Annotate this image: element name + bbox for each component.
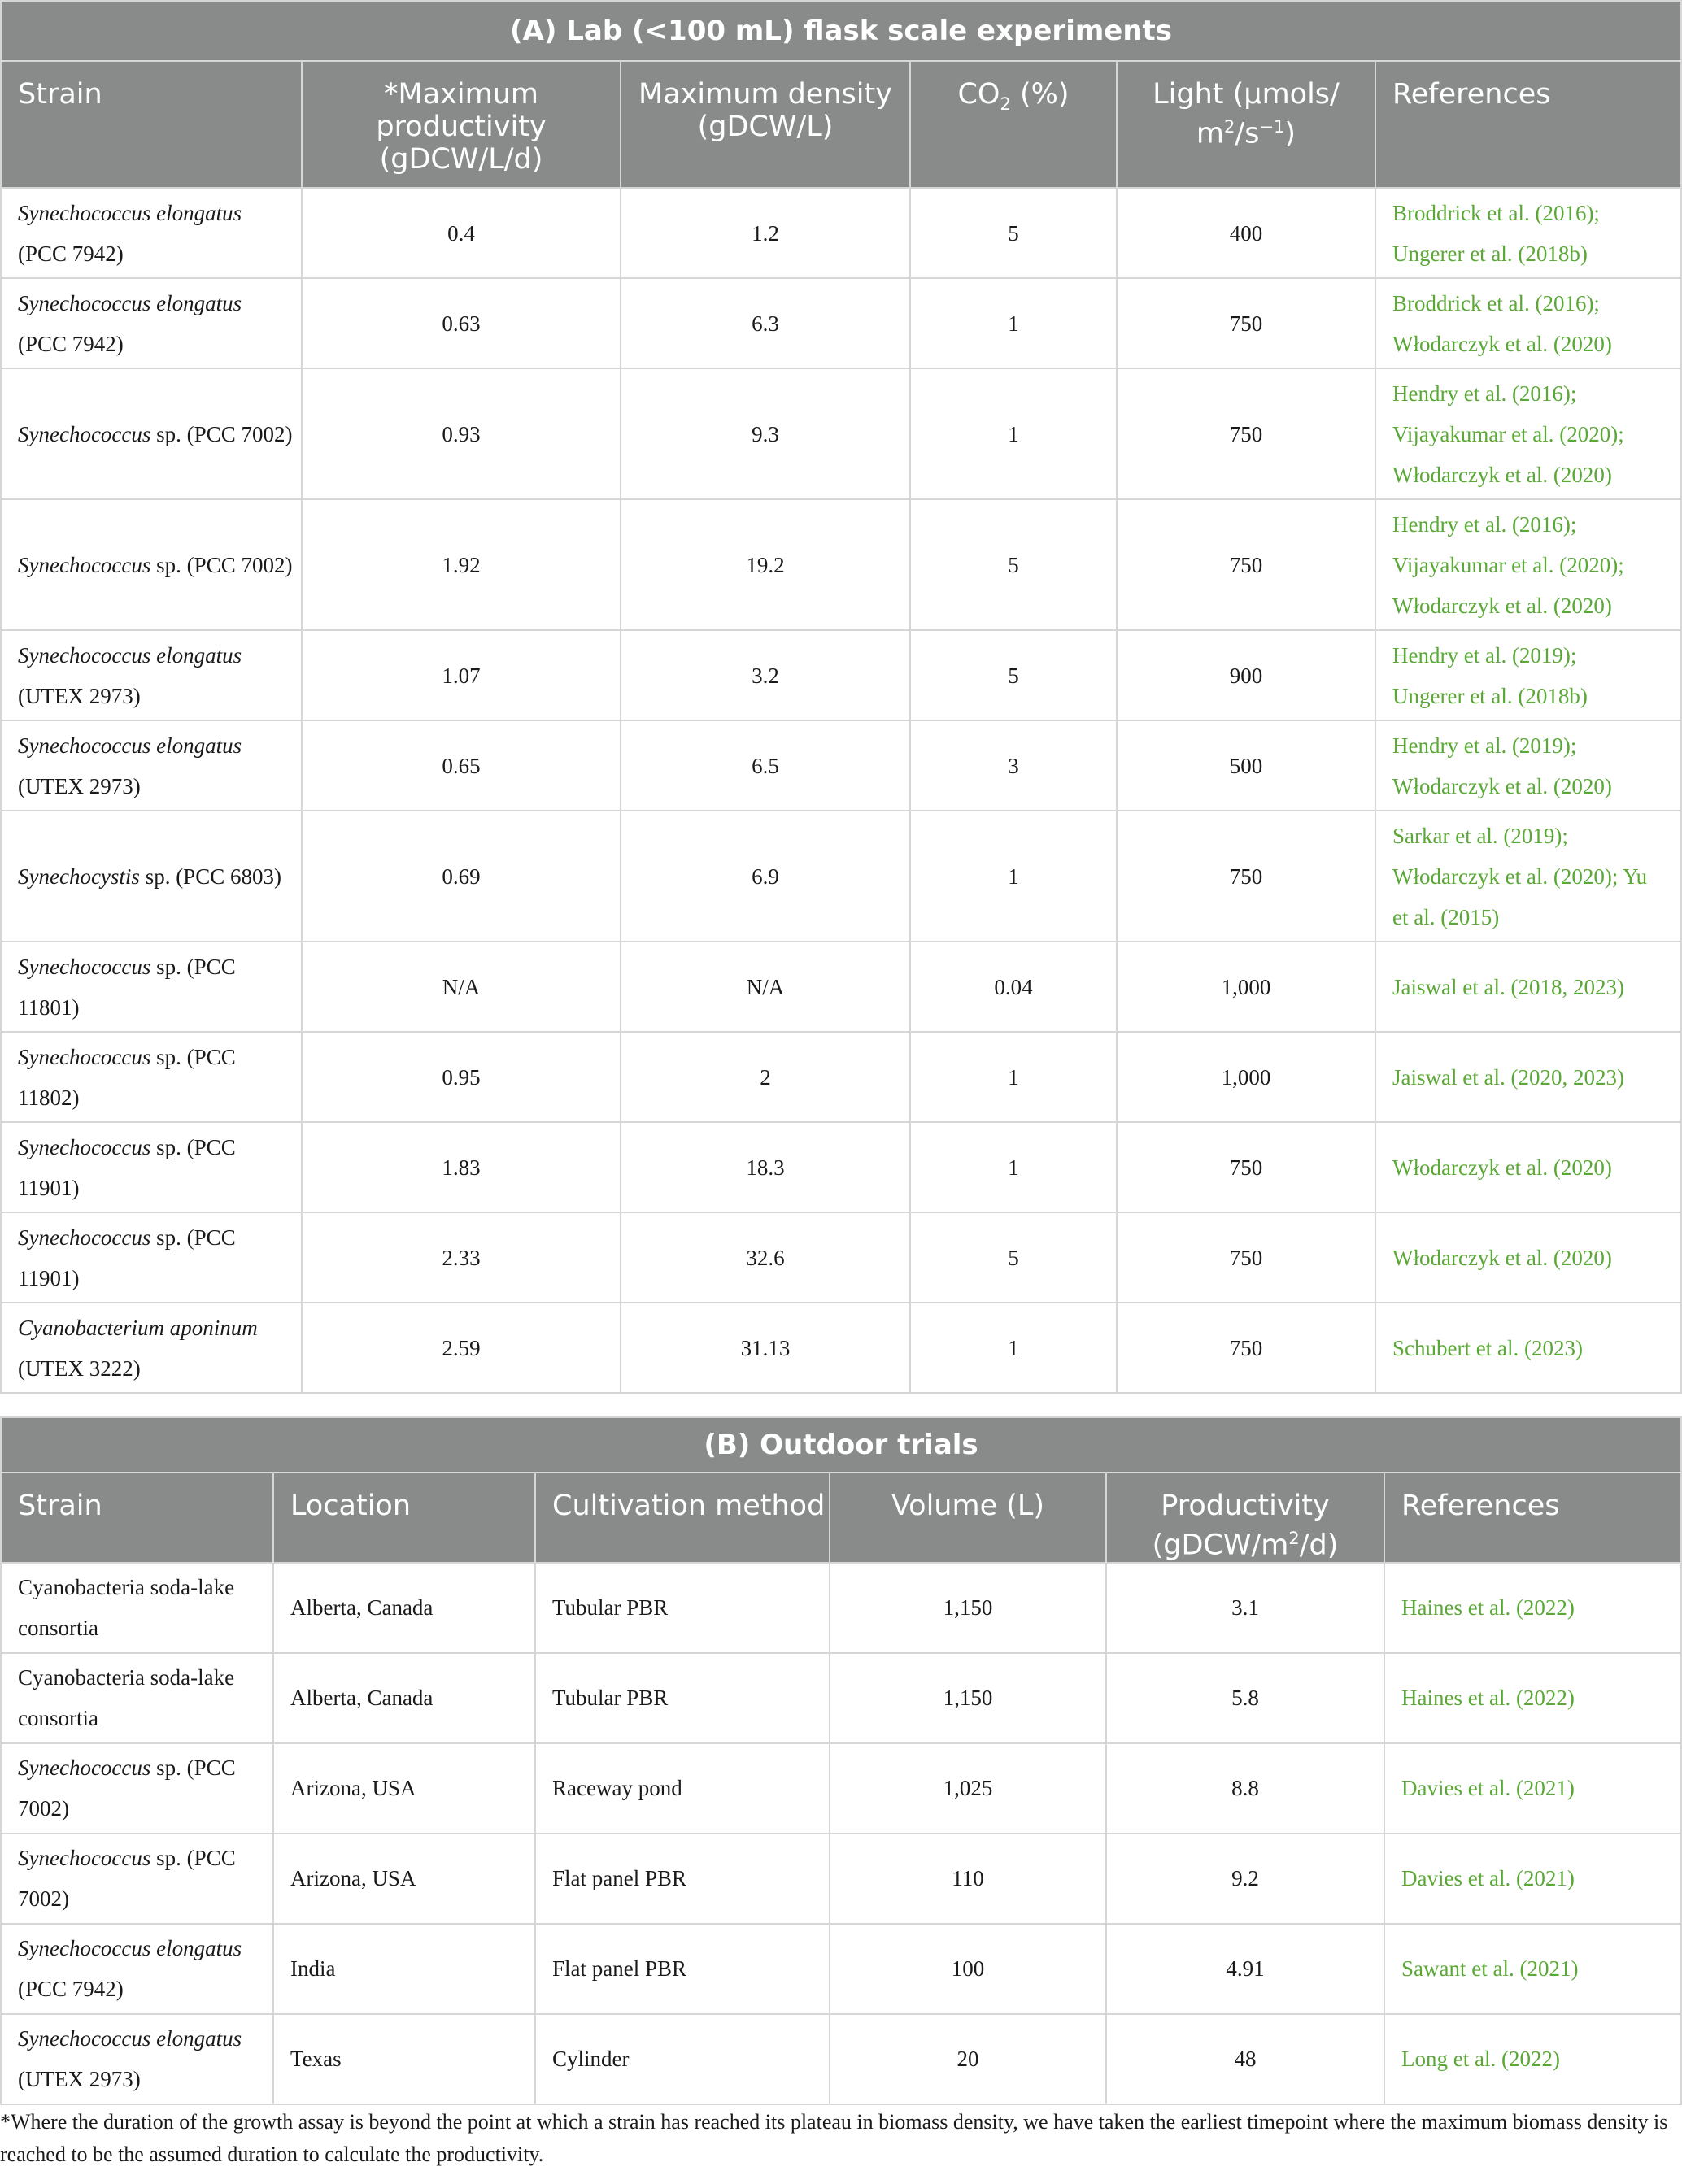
reference-link[interactable]: Davies et al. (2021) bbox=[1384, 1834, 1681, 1924]
reference-link[interactable]: Davies et al. (2021) bbox=[1384, 1743, 1681, 1834]
light-cell: 1,000 bbox=[1117, 1032, 1375, 1122]
productivity-cell: 1.07 bbox=[302, 630, 621, 720]
location-cell: Alberta, Canada bbox=[273, 1653, 535, 1743]
location-cell: Alberta, Canada bbox=[273, 1563, 535, 1653]
table-a-title: (A) Lab (<100 mL) flask scale experiments bbox=[1, 1, 1681, 61]
reference-link[interactable]: Włodarczyk et al. (2020) bbox=[1392, 462, 1612, 487]
reference-cell bbox=[1375, 1212, 1681, 1303]
productivity-cell: 0.69 bbox=[302, 811, 621, 942]
reference-link[interactable]: Hendry et al. (2016); bbox=[1392, 511, 1577, 537]
reference-cell bbox=[1375, 720, 1681, 811]
reference-link[interactable]: Włodarczyk et al. (2020) bbox=[1392, 773, 1612, 798]
productivity-cell: 3.1 bbox=[1106, 1563, 1384, 1653]
strain-cell: Synechococcus sp. (PCC 11802) bbox=[1, 1032, 302, 1122]
header-references: References bbox=[1384, 1473, 1681, 1563]
header-strain: Strain bbox=[1, 61, 302, 188]
volume-cell: 1,150 bbox=[830, 1653, 1106, 1743]
reference-cell bbox=[1375, 630, 1681, 720]
header-co2: $CO_2$ (%) bbox=[910, 61, 1117, 188]
density-cell: 3.2 bbox=[621, 630, 910, 720]
reference-link[interactable]: Włodarczyk et al. (2020) bbox=[1392, 331, 1612, 356]
density-cell: 31.13 bbox=[621, 1303, 910, 1393]
strain-cell: Synechococcus sp. (PCC 11801) bbox=[1, 942, 302, 1032]
strain-cell: Synechococcus sp. (PCC 7002) bbox=[1, 368, 302, 499]
light-cell: 500 bbox=[1117, 720, 1375, 811]
method-cell: Cylinder bbox=[535, 2014, 830, 2104]
reference-cell bbox=[1375, 499, 1681, 630]
reference-cell bbox=[1375, 1303, 1681, 1393]
reference-link[interactable]: Ungerer et al. (2018b) bbox=[1392, 241, 1588, 266]
reference-link[interactable]: Włodarczyk et al. (2020); Yu bbox=[1392, 864, 1648, 889]
table-row bbox=[1, 1653, 1681, 1743]
location-cell: Arizona, USA bbox=[273, 1743, 535, 1834]
co2-cell: 5 bbox=[910, 1212, 1117, 1303]
volume-cell: 1,150 bbox=[830, 1563, 1106, 1653]
reference-link[interactable]: Vijayakumar et al. (2020); bbox=[1392, 552, 1624, 577]
reference-link[interactable]: Jaiswal et al. (2020, 2023) bbox=[1392, 1064, 1624, 1090]
reference-link[interactable]: Włodarczyk et al. (2020) bbox=[1392, 593, 1612, 618]
table-row bbox=[1, 1743, 1681, 1834]
reference-link[interactable]: Long et al. (2022) bbox=[1384, 2014, 1681, 2104]
table-row bbox=[1, 1834, 1681, 1924]
table-row bbox=[1, 942, 1681, 1032]
reference-cell bbox=[1375, 368, 1681, 499]
reference-cell bbox=[1375, 1032, 1681, 1122]
reference-link[interactable]: et al. (2015) bbox=[1392, 904, 1500, 929]
co2-cell: 1 bbox=[910, 1032, 1117, 1122]
header-strain: Strain bbox=[1, 1473, 273, 1563]
reference-link[interactable]: Hendry et al. (2016); bbox=[1392, 381, 1577, 406]
method-cell: Raceway pond bbox=[535, 1743, 830, 1834]
header-references: References bbox=[1375, 61, 1681, 188]
table-row bbox=[1, 1303, 1681, 1393]
strain-cell: Synechococcus sp. (PCC 7002) bbox=[1, 1743, 273, 1834]
strain-cell: Cyanobacterium aponinum (UTEX 3222) bbox=[1, 1303, 302, 1393]
reference-link[interactable]: Broddrick et al. (2016); bbox=[1392, 290, 1600, 315]
light-cell: 750 bbox=[1117, 1122, 1375, 1212]
light-cell: 750 bbox=[1117, 1303, 1375, 1393]
density-cell: 19.2 bbox=[621, 499, 910, 630]
co2-cell: 1 bbox=[910, 1122, 1117, 1212]
volume-cell: 100 bbox=[830, 1924, 1106, 2014]
table-row bbox=[1, 1563, 1681, 1653]
strain-cell: Synechococcus elongatus (UTEX 2973) bbox=[1, 2014, 273, 2104]
light-cell: 750 bbox=[1117, 499, 1375, 630]
strain-cell: Synechococcus sp. (PCC 11901) bbox=[1, 1212, 302, 1303]
method-cell: Tubular PBR bbox=[535, 1563, 830, 1653]
productivity-cell: 1.92 bbox=[302, 499, 621, 630]
header-density: Maximum density (gDCW/L) bbox=[621, 61, 910, 188]
table-b-title: (B) Outdoor trials bbox=[1, 1417, 1681, 1473]
light-cell: 750 bbox=[1117, 811, 1375, 942]
strain-cell: Synechocystis sp. (PCC 6803) bbox=[1, 811, 302, 942]
table-row bbox=[1, 720, 1681, 811]
reference-cell bbox=[1375, 1122, 1681, 1212]
reference-link[interactable]: Hendry et al. (2019); bbox=[1392, 733, 1577, 758]
header-light: Light (μmols/ $m^2/s^{-1}$) bbox=[1117, 61, 1375, 188]
light-cell: 750 bbox=[1117, 278, 1375, 368]
table-row bbox=[1, 1924, 1681, 2014]
productivity-cell: 0.4 bbox=[302, 188, 621, 278]
density-cell: 6.5 bbox=[621, 720, 910, 811]
location-cell: India bbox=[273, 1924, 535, 2014]
reference-link[interactable]: Sawant et al. (2021) bbox=[1384, 1924, 1681, 2014]
reference-link[interactable]: Schubert et al. (2023) bbox=[1392, 1335, 1583, 1360]
table-row bbox=[1, 1032, 1681, 1122]
density-cell: 6.9 bbox=[621, 811, 910, 942]
table-a-header-row bbox=[1, 61, 1681, 188]
header-location: Location bbox=[273, 1473, 535, 1563]
strain-cell: Synechococcus sp. (PCC 7002) bbox=[1, 1834, 273, 1924]
light-cell: 750 bbox=[1117, 368, 1375, 499]
co2-cell: 1 bbox=[910, 278, 1117, 368]
productivity-cell: N/A bbox=[302, 942, 621, 1032]
reference-cell bbox=[1375, 278, 1681, 368]
co2-cell: 1 bbox=[910, 811, 1117, 942]
header-cultivation-method: Cultivation method bbox=[535, 1473, 830, 1563]
header-volume: Volume (L) bbox=[830, 1473, 1106, 1563]
productivity-cell: 48 bbox=[1106, 2014, 1384, 2104]
strain-cell: Synechococcus elongatus (PCC 7942) bbox=[1, 278, 302, 368]
reference-link[interactable]: Broddrick et al. (2016); bbox=[1392, 200, 1600, 225]
density-cell: 6.3 bbox=[621, 278, 910, 368]
reference-link[interactable]: Vijayakumar et al. (2020); bbox=[1392, 421, 1624, 446]
co2-cell: 1 bbox=[910, 368, 1117, 499]
strain-cell: Synechococcus elongatus (UTEX 2973) bbox=[1, 630, 302, 720]
reference-link[interactable]: Jaiswal et al. (2018, 2023) bbox=[1392, 974, 1624, 999]
co2-cell: 1 bbox=[910, 1303, 1117, 1393]
productivity-cell: 0.95 bbox=[302, 1032, 621, 1122]
productivity-cell: 1.83 bbox=[302, 1122, 621, 1212]
table-row bbox=[1, 278, 1681, 368]
reference-link[interactable]: Haines et al. (2022) bbox=[1384, 1653, 1681, 1743]
density-cell: 32.6 bbox=[621, 1212, 910, 1303]
productivity-cell: 4.91 bbox=[1106, 1924, 1384, 2014]
strain-cell: Cyanobacteria soda-lake consortia bbox=[1, 1653, 273, 1743]
density-cell: N/A bbox=[621, 942, 910, 1032]
density-cell: 9.3 bbox=[621, 368, 910, 499]
table-row bbox=[1, 499, 1681, 630]
method-cell: Tubular PBR bbox=[535, 1653, 830, 1743]
productivity-cell: 0.65 bbox=[302, 720, 621, 811]
reference-link[interactable]: Ungerer et al. (2018b) bbox=[1392, 683, 1588, 708]
method-cell: Flat panel PBR bbox=[535, 1834, 830, 1924]
density-cell: 1.2 bbox=[621, 188, 910, 278]
outdoor-trials-table bbox=[0, 1416, 1682, 2105]
table-row bbox=[1, 188, 1681, 278]
productivity-cell: 2.33 bbox=[302, 1212, 621, 1303]
reference-link[interactable]: Sarkar et al. (2019); bbox=[1392, 823, 1568, 848]
strain-cell: Synechococcus sp. (PCC 7002) bbox=[1, 499, 302, 630]
table-b-header-row bbox=[1, 1473, 1681, 1563]
light-cell: 400 bbox=[1117, 188, 1375, 278]
table-footnote: *Where the duration of the growth assay is beyond the point at which a strain has reached its plateau in biomass density, we have taken the earliest timepoint where the maximum biomass density is reached to be the assumed duration to calculate the productivity. bbox=[0, 2110, 1668, 2166]
strain-cell: Cyanobacteria soda-lake consortia bbox=[1, 1563, 273, 1653]
table-row bbox=[1, 2014, 1681, 2104]
table-row bbox=[1, 630, 1681, 720]
location-cell: Arizona, USA bbox=[273, 1834, 535, 1924]
method-cell: Flat panel PBR bbox=[535, 1924, 830, 2014]
strain-cell: Synechococcus elongatus (PCC 7942) bbox=[1, 1924, 273, 2014]
table-row bbox=[1, 1212, 1681, 1303]
volume-cell: 1,025 bbox=[830, 1743, 1106, 1834]
table-row bbox=[1, 811, 1681, 942]
productivity-cell: 0.93 bbox=[302, 368, 621, 499]
productivity-cell: 9.2 bbox=[1106, 1834, 1384, 1924]
header-productivity: *Maximum productivity (gDCW/L/d) bbox=[302, 61, 621, 188]
volume-cell: 20 bbox=[830, 2014, 1106, 2104]
co2-cell: 5 bbox=[910, 188, 1117, 278]
productivity-cell: 8.8 bbox=[1106, 1743, 1384, 1834]
reference-link[interactable]: Włodarczyk et al. (2020) bbox=[1392, 1155, 1612, 1180]
strain-cell: Synechococcus elongatus (PCC 7942) bbox=[1, 188, 302, 278]
reference-link[interactable]: Haines et al. (2022) bbox=[1384, 1563, 1681, 1653]
reference-cell bbox=[1375, 811, 1681, 942]
co2-cell: 3 bbox=[910, 720, 1117, 811]
table-row bbox=[1, 1122, 1681, 1212]
density-cell: 18.3 bbox=[621, 1122, 910, 1212]
light-cell: 1,000 bbox=[1117, 942, 1375, 1032]
strain-cell: Synechococcus sp. (PCC 11901) bbox=[1, 1122, 302, 1212]
density-cell: 2 bbox=[621, 1032, 910, 1122]
strain-cell: Synechococcus elongatus (UTEX 2973) bbox=[1, 720, 302, 811]
light-cell: 900 bbox=[1117, 630, 1375, 720]
reference-link[interactable]: Włodarczyk et al. (2020) bbox=[1392, 1245, 1612, 1270]
location-cell: Texas bbox=[273, 2014, 535, 2104]
light-cell: 750 bbox=[1117, 1212, 1375, 1303]
co2-cell: 5 bbox=[910, 499, 1117, 630]
volume-cell: 110 bbox=[830, 1834, 1106, 1924]
productivity-cell: 0.63 bbox=[302, 278, 621, 368]
productivity-cell: 5.8 bbox=[1106, 1653, 1384, 1743]
co2-cell: 5 bbox=[910, 630, 1117, 720]
co2-cell: 0.04 bbox=[910, 942, 1117, 1032]
header-productivity: Productivity $(gDCW/m^2/d)$ bbox=[1106, 1473, 1384, 1563]
reference-cell bbox=[1375, 942, 1681, 1032]
reference-link[interactable]: Hendry et al. (2019); bbox=[1392, 642, 1577, 668]
productivity-cell: 2.59 bbox=[302, 1303, 621, 1393]
reference-cell bbox=[1375, 188, 1681, 278]
table-row bbox=[1, 368, 1681, 499]
